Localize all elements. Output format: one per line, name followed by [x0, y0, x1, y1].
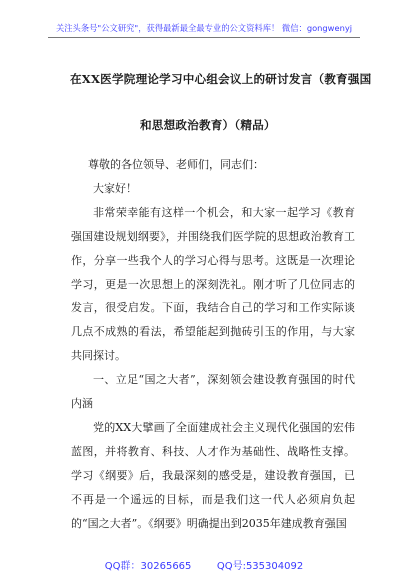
document-body	[71, 153, 355, 536]
paragraph-section-1: 党的XX大擘画了全面建成社会主义现代化强国的宏伟蓝图，并将教育、科技、人才作为基础性、战略性支撑。学习《纲要》后，我最深刻的感受是，建设教育强国，已不再是一个遥远的目标，而是我们这一代人必须肩负起的“国之大者”。《纲要》明确提出到2035年建成教育强国	[71, 420, 355, 530]
header-divider	[48, 37, 360, 38]
paragraph-intro: 非常荣幸能有这样一个机会，和大家一起学习《教育强国建设规划纲要》，并围绕我们医学院的思想政治教育工作，分享一些我个人的学习心得与思考。这既是一次理论学习，更是一次思想上的深刻洗礼。刚才听了几位同志的发言，很受启发。下面，我结合自己的学习和工作实际谈几点不成熟的看法，希望能起到抛砖引玉的作用，与大家共同探讨。	[71, 205, 355, 363]
page-header	[0, 0, 408, 40]
section-heading-1: 一、立足“国之大者”，深刻领会建设教育强国的时代内涵	[71, 373, 355, 411]
page-footer-contact: QQ群：30265665 QQ号:535304092	[104, 561, 304, 572]
document-title-line-1: 在XX医学院理论学习中心组会议上的研讨发言（教育强国	[70, 72, 372, 86]
document-title-line-2: 和思想政治教育）（精品）	[140, 118, 276, 132]
paragraph-greeting: 大家好！	[93, 181, 137, 195]
header-notice: 关注头条号"公文研究"，获得最新最全最专业的公文资料库！ 微信：gongwenyj	[55, 23, 353, 33]
salutation: 尊敬的各位领导、老师们，同志们：	[88, 158, 264, 171]
